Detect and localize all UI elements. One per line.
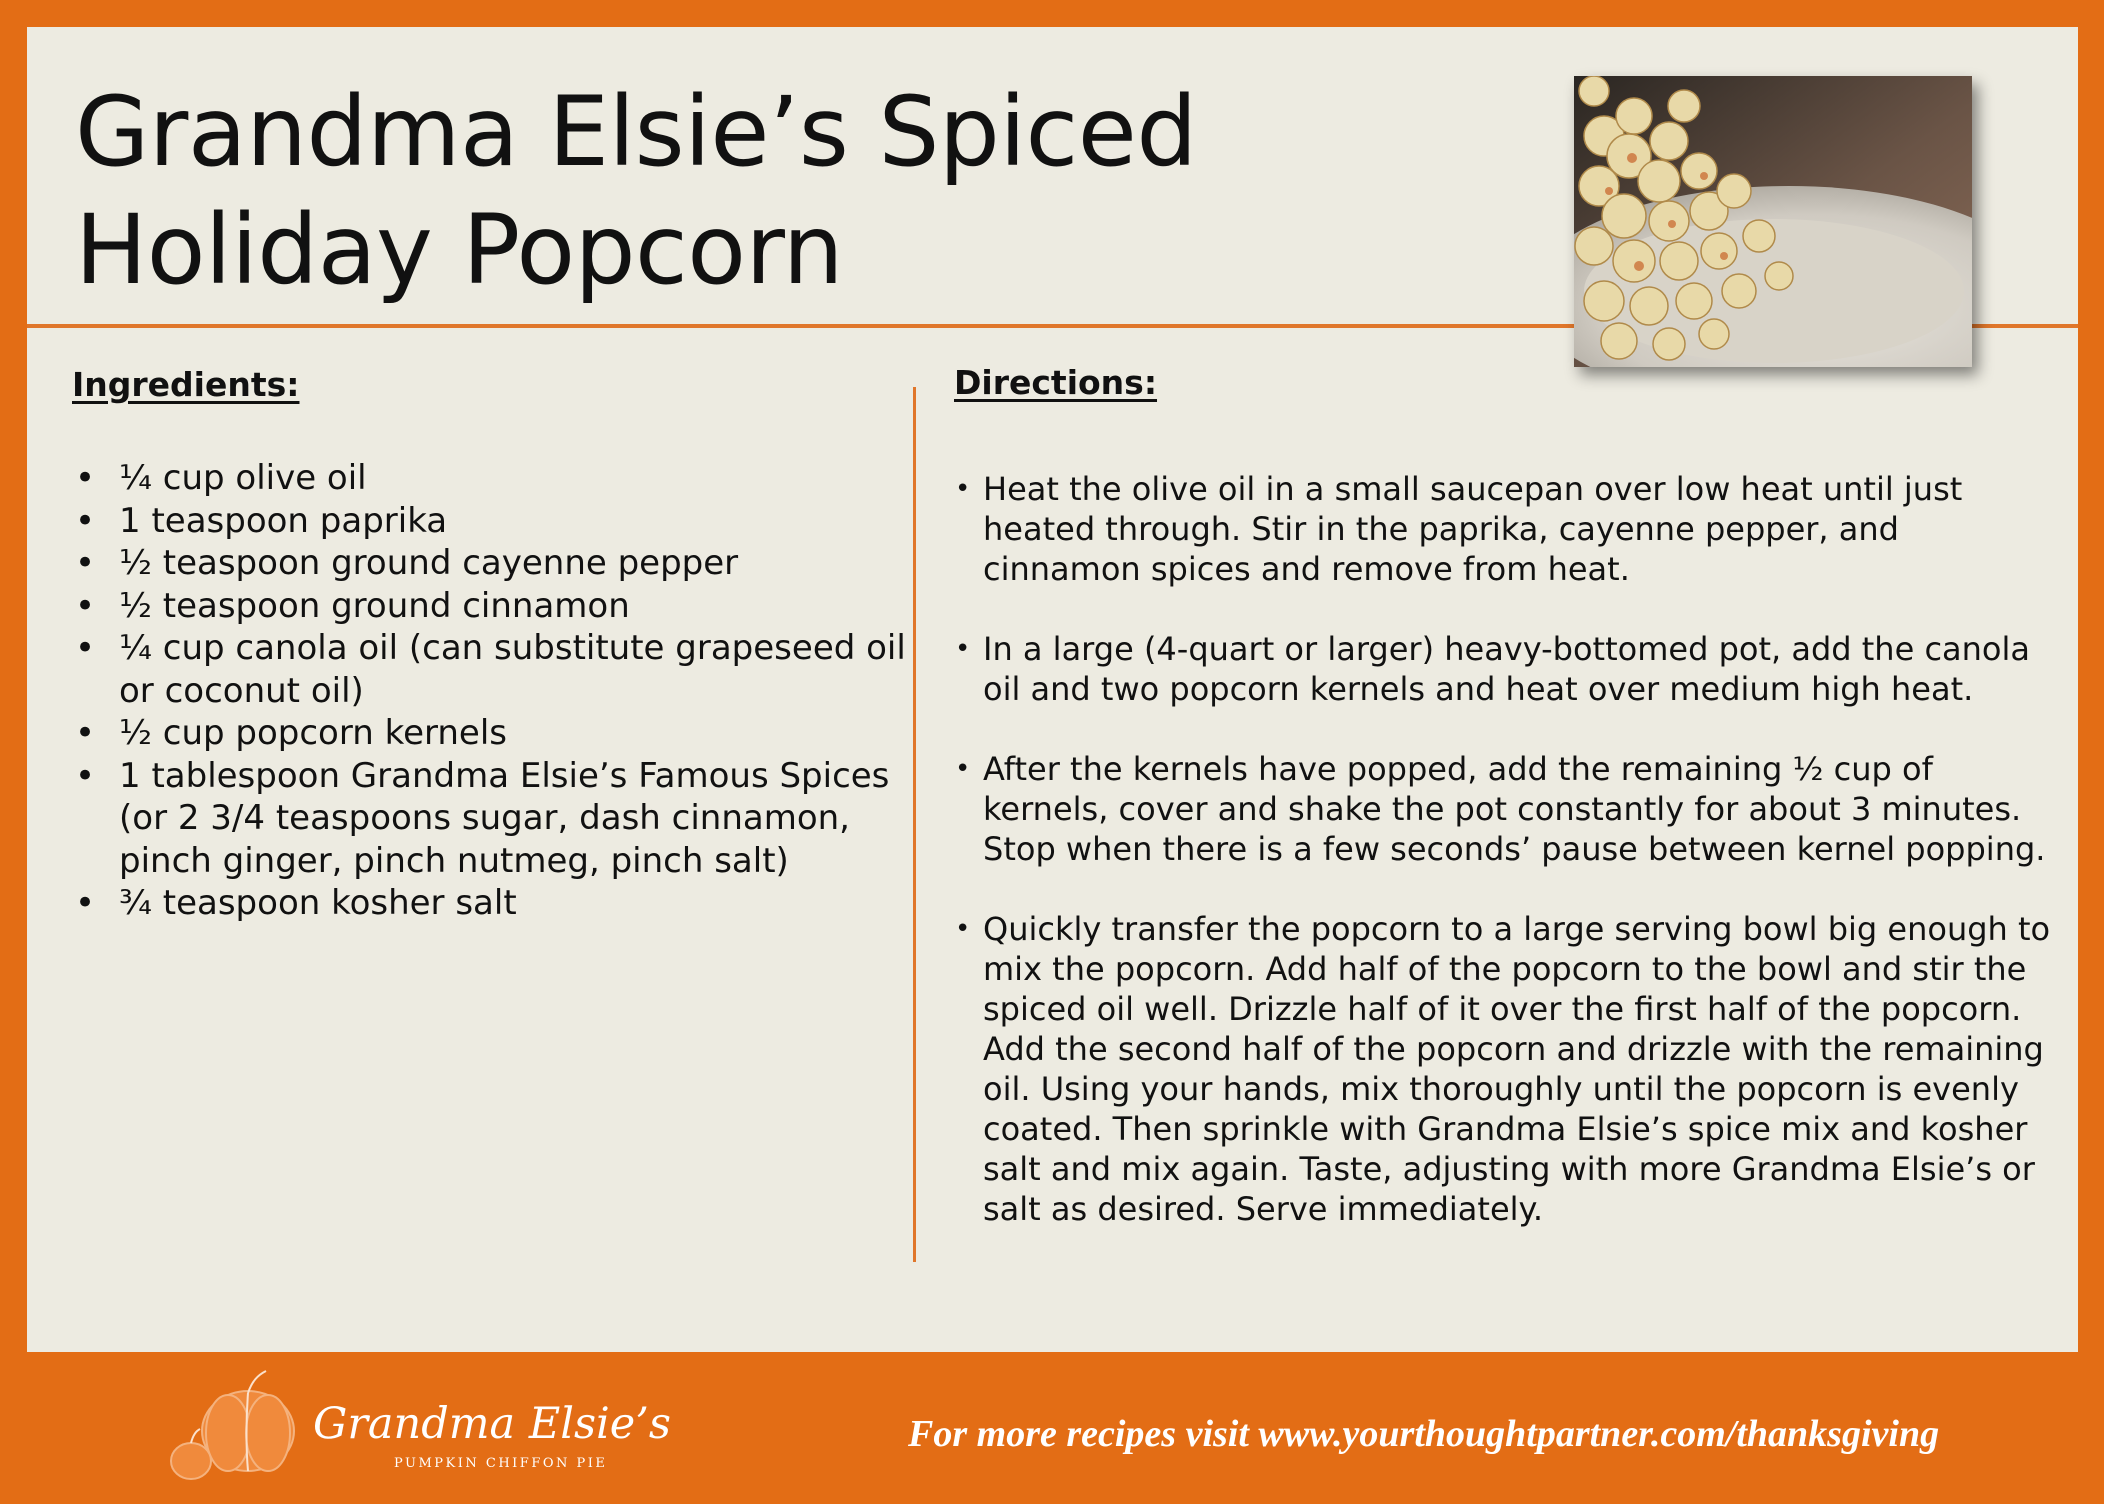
bullet-icon: • bbox=[75, 713, 96, 753]
ingredient-text: ¼ cup canola oil (can substitute grapeseed oil or coconut oil) bbox=[119, 628, 906, 711]
direction-text: In a large (4-quart or larger) heavy-bottomed pot, add the canola oil and two popcorn kernels and heat over medium high heat. bbox=[983, 630, 2030, 708]
bullet-icon: • bbox=[75, 585, 96, 626]
footer-recipes-link[interactable]: For more recipes visit www.yourthoughtpartner.com/thanksgiving bbox=[908, 1413, 1940, 1455]
direction-step bbox=[954, 909, 2054, 1229]
pumpkin-icon bbox=[166, 1369, 306, 1493]
direction-step bbox=[954, 629, 2054, 709]
recipe-title-line1: Grandma Elsie’s Spiced bbox=[75, 76, 1197, 188]
ingredient-text: ½ teaspoon ground cayenne pepper bbox=[119, 543, 739, 583]
bullet-icon: • bbox=[75, 458, 96, 498]
ingredient-text: 1 teaspoon paprika bbox=[119, 500, 448, 541]
bullet-icon: • bbox=[955, 754, 971, 784]
ingredient-text: ½ cup popcorn kernels bbox=[119, 713, 507, 753]
recipe-title bbox=[75, 73, 1197, 309]
bullet-icon: • bbox=[75, 543, 96, 583]
ingredient-item bbox=[72, 500, 912, 543]
direction-step bbox=[954, 469, 2054, 589]
bullet-icon: • bbox=[75, 755, 96, 796]
recipe-card bbox=[27, 27, 2078, 1352]
bullet-icon: • bbox=[955, 634, 971, 664]
ingredient-text: 1 tablespoon Grandma Elsie’s Famous Spices (or 2 3/4 teaspoons sugar, dash cinnamon, pinch ginger, pinch nutmeg, pinch salt) bbox=[119, 755, 890, 881]
ingredient-text: ¼ cup olive oil bbox=[119, 458, 367, 498]
ingredient-item bbox=[72, 712, 912, 755]
ingredients-heading: Ingredients: bbox=[72, 365, 300, 404]
ingredients-list bbox=[72, 457, 912, 925]
footer-logo-subtitle: PUMPKIN CHIFFON PIE bbox=[394, 1456, 608, 1471]
ingredient-text: ½ teaspoon ground cinnamon bbox=[119, 585, 630, 626]
ingredient-item bbox=[72, 585, 912, 628]
ingredient-text: ¾ teaspoon kosher salt bbox=[119, 883, 517, 923]
direction-text: Quickly transfer the popcorn to a large serving bowl big enough to mix the popcorn. Add half of the popcorn to the bowl and stir the spiced oil well. Drizzle half of it over the first half of the popcorn. Add the second half of the popcorn and drizzle with the remaining oil. Using your hands, mix thoroughly until the popcorn is evenly coated. Then sprinkle with Grandma Elsie’s spice mix and kosher salt and mix again. Taste, adjusting with more Grandma Elsie’s or salt as desired. Serve immediately. bbox=[983, 910, 2051, 1228]
ingredient-item bbox=[72, 882, 912, 925]
footer-logo-script: Grandma Elsie’s bbox=[313, 1399, 671, 1449]
direction-text: After the kernels have popped, add the remaining ½ cup of kernels, cover and shake the pot constantly for about 3 minutes. Stop when there is a few seconds’ pause between kernel popping. bbox=[983, 750, 2046, 868]
column-divider bbox=[913, 387, 916, 1262]
ingredient-item bbox=[72, 457, 912, 500]
bullet-icon: • bbox=[75, 500, 96, 541]
ingredient-item bbox=[72, 627, 912, 712]
recipe-title-line2: Holiday Popcorn bbox=[75, 194, 844, 306]
directions-list bbox=[954, 469, 2054, 1269]
ingredient-item bbox=[72, 755, 912, 883]
bullet-icon: • bbox=[955, 474, 971, 504]
ingredient-item bbox=[72, 542, 912, 585]
direction-text: Heat the olive oil in a small saucepan over low heat until just heated through. Stir in the paprika, cayenne pepper, and cinnamon spices and remove from heat. bbox=[983, 470, 1963, 588]
popcorn-bowl-photo bbox=[1574, 76, 1972, 367]
popcorn-image bbox=[1574, 76, 1972, 367]
bullet-icon: • bbox=[75, 628, 96, 668]
direction-step bbox=[954, 749, 2054, 869]
bullet-icon: • bbox=[955, 914, 971, 944]
directions-heading: Directions: bbox=[954, 363, 1158, 402]
bullet-icon: • bbox=[75, 883, 96, 923]
